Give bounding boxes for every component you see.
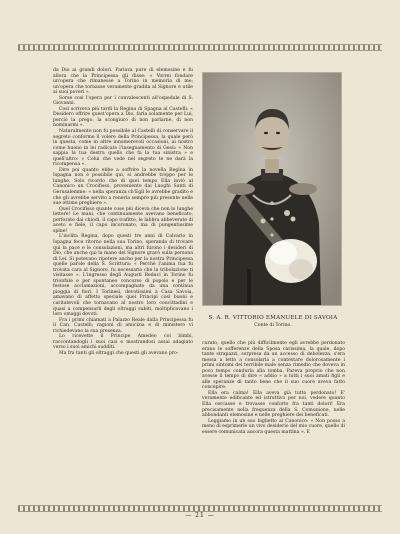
photo-credit: Conte di Torino. (254, 323, 292, 328)
paragraph: da Dio ai grandi dolori. Parlava pure di elemosine e fu allora che la Principessa gli disse: « Vorrei fondare un'opera che rimanesse a Torino in memoria di me; un'opera che tornasse veramente gradita al Signore e utile ai suoi poveri ». (53, 68, 193, 96)
paragraph: Ma fra tanti gli oltraggi che questi gli avevano pro- (59, 350, 179, 356)
paragraph: Ella era calma! Ella aveva già tutto perdonato! E' veramente edificante ed istruttivo per noi, vedere quanto Ella cercasse e trovasse conforto fra tanti dolori! Era precisamente nella frequenza della S. Comunione, nelle abbondanti elemosine e nelle preghiere dei beneficati. (202, 390, 345, 419)
paragraph: L'inclita Regina, dopo questi tre anni di Calvario in Ispagna fece ritorno nella sua Torino, sperando di trovare qui la pace e le consolazioni, ma altri furono i desideri di Dio, che anche qui la mano del Signore gravò sulla persona di Lei. Si potevano ripetere anche per la nostra Principessa quelle parole della S. Scrittura: « Perchè l'anima tua fu trovata cara al Signore, fu necessario che la tribolazione ti visitasse ». L'ingresso degli Augusti Reduci in Torino fu trionfale e per spontaneo concorso di popolo e per le festose acclamazioni, accompagnato da una continua pioggia di fiori. I Torinesi, devotissimi a Casa Savoia, amavano di affetto speciale quei Principi così buoni e caritatevoli che tornavano al nostro loro concittadini e quasi a compensarli degli oltraggi subiti, moltiplicavano i loro omaggi devoti. (53, 234, 193, 318)
paragraph: Leggiamo in un suo biglietto al Canonico: « Non posso a meno di esprimerle un vivo desiderio del mio cuore, quello di essere comunicata ancora questa mattina ». E (202, 418, 345, 435)
bottom-decorative-border (18, 505, 382, 512)
photo-caption: S. A. R. VITTORIO EMANUELE DI SAVOIA (208, 315, 338, 321)
paragraph: Naturalmente non fu possibile al Castelli di conservare il segreto conforme il volere della Principessa, la quale però in questa, come in altre innumerevoli occasioni, ai nostro come buono in lei radicato l'insegnamento di Gesù: « Non sappia la tua destra quello che fa la tua sinistra » e quell'altro: « Colui che vede nel segreto te ne darà la ricompensa ». (53, 129, 193, 168)
paragraph: Lo ricevette il Principe Amedeo coi bimbi, raccontandogli i suoi casi e mostrandosi assai adagiato verso i suoi amichi sudditi. (53, 334, 193, 351)
portrait-photograph (202, 72, 342, 306)
paragraph: Così scriveva più tardi la Regina di Spagna al Castelli: « Desidero offrire quest'opera a Dio, farla solamente per Lui, perciò la prego, la scongiuro di non parlarne, di non nominarmi ». (53, 106, 193, 129)
paragraph: Dire poi quanto ebbe a soffrire la novella Regina in Ispagna non è possibile qui, si andrebbe troppo per le lunghe. Solo ricordo che di quel tempo Ella inviò al Canonico un Crocifisso, proveniente dai Luoghi Santi di Gerusalemme: « nella speranza ch'Egli le avrebbe gradito e che gli avrebbe servito a renerla sempre più presente nelle sue ottime preghiere ». (53, 167, 193, 207)
paragraph: Fra i primi chiamati a Palazzo Reale dalla Principessa fu il Can. Castelli; ragioni di amicizia e di ministero vi richiedevano la sua presenza. (53, 317, 193, 334)
paragraph: Quel Crocifisso quante cose più diceva che non lo lunghe lettere! Le mani, che continuamente avevano beneficato, perforate dai chiodi, il capo trafitto, le labbra abbeverate di aceto e fiele, il capo incoronato, ma di pungentissime spine! (53, 206, 193, 234)
paragraph: curato, quello che più difficilmente egli avrebbe perdonato erano le sofferenze della Sposa carissima, la quale, dopo tante strapazzi, sorpresa da un accesso di debolezza, s'era messa a letto a consolarla a contestare dolorosamente i primi sintomi del terribile male senza rimedio che doveva in poco tempo condurla alla tomba. Pareva proprio che non avesse il tempo di dire « addio » a tutti i suoi amati figli e alle speranze di tanto bene che il suo cuore aveva fatto concepire. (202, 341, 345, 391)
page-number: — 21 — (185, 512, 215, 519)
portrait-illustration (203, 73, 341, 305)
right-text-column (202, 341, 345, 435)
left-text-column (53, 68, 193, 356)
paragraph: Sorse così l'opera per i convalescenti all'ospedale di S. Giovanni. (53, 95, 193, 107)
top-decorative-border (18, 44, 382, 51)
